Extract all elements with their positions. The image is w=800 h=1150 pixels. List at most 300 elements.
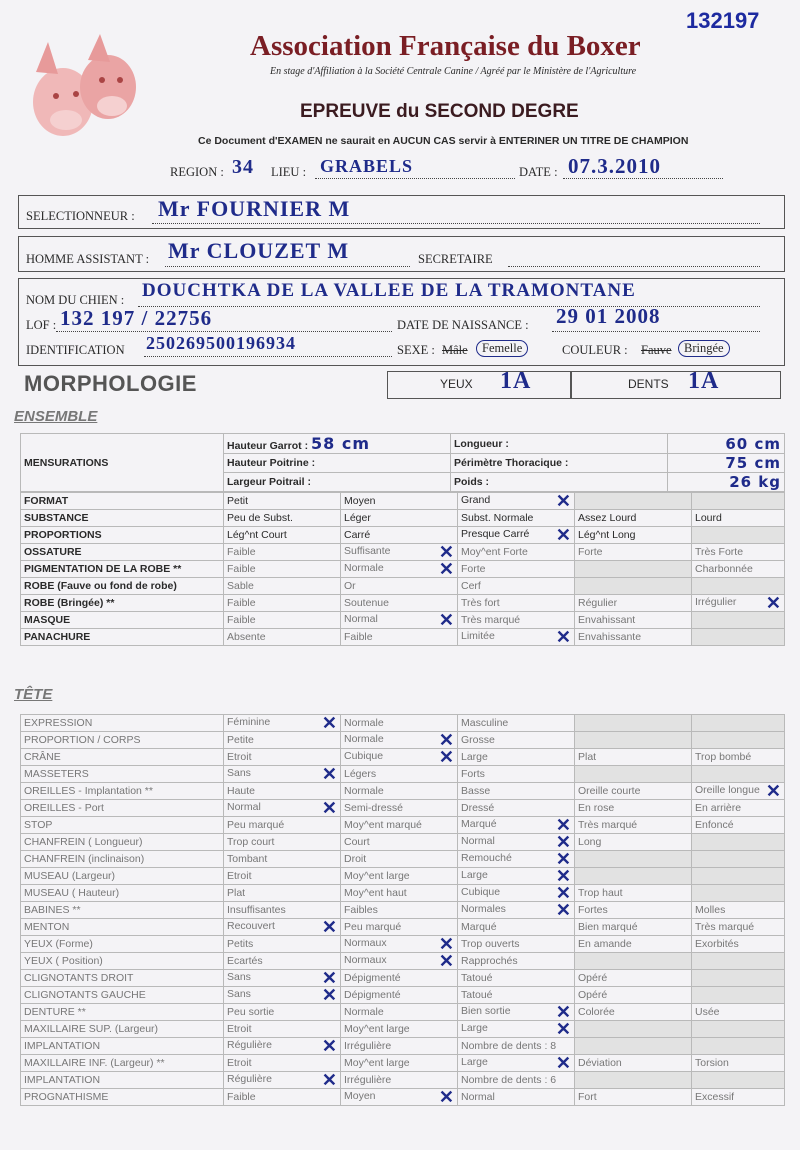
ensemble-option-cell[interactable] <box>224 510 341 527</box>
tete-option-cell[interactable] <box>341 783 458 800</box>
check-x-mark: ✕ <box>438 560 454 578</box>
tete-option-cell[interactable] <box>341 749 458 766</box>
ensemble-option-cell <box>575 561 692 578</box>
ensemble-row-robe-bringee <box>21 595 785 612</box>
ensemble-option-text: Faible <box>227 546 256 558</box>
tete-option-cell[interactable] <box>341 919 458 936</box>
tete-option-text: Normaux <box>344 937 387 949</box>
largeur-poitrail-cell[interactable] <box>224 473 451 492</box>
ensemble-option-cell[interactable] <box>341 629 458 646</box>
tete-option-cell[interactable] <box>575 987 692 1004</box>
tete-option-text: Normale <box>344 717 384 729</box>
tete-option-text: Trop court <box>227 836 275 848</box>
check-x-mark: ✕ <box>555 901 571 919</box>
tete-row-label: IMPLANTATION <box>21 1038 224 1055</box>
ensemble-option-cell[interactable] <box>224 561 341 578</box>
tete-option-cell[interactable] <box>458 1089 575 1106</box>
ensemble-row-label: ROBE (Fauve ou fond de robe) <box>21 578 224 595</box>
hauteur-poitrine-label: Hauteur Poitrine : <box>227 457 316 469</box>
tete-option-cell[interactable] <box>575 800 692 817</box>
ensemble-row-format <box>21 493 785 510</box>
tete-option-text: En arrière <box>695 802 742 814</box>
sexe-male-option[interactable]: Mâle <box>442 343 468 357</box>
tete-option-text: Régulière <box>227 1073 272 1085</box>
tete-option-cell[interactable] <box>692 1055 785 1072</box>
ensemble-option-text: Faible <box>344 631 373 643</box>
ensemble-option-cell[interactable] <box>224 595 341 612</box>
ensemble-option-cell[interactable] <box>575 527 692 544</box>
tete-option-cell[interactable] <box>341 987 458 1004</box>
check-x-mark: ✕ <box>438 935 454 953</box>
ensemble-option-cell[interactable] <box>458 527 575 544</box>
tete-title: TÊTE <box>14 686 53 703</box>
tete-option-cell[interactable] <box>692 800 785 817</box>
tete-option-text: Colorée <box>578 1006 615 1018</box>
tete-row-proportion-corps <box>21 732 785 749</box>
morphologie-title: MORPHOLOGIE <box>24 371 197 396</box>
tete-option-cell[interactable] <box>224 800 341 817</box>
tete-option-cell[interactable] <box>692 1004 785 1021</box>
ensemble-option-cell[interactable] <box>458 595 575 612</box>
ensemble-option-cell[interactable] <box>458 629 575 646</box>
tete-option-cell[interactable] <box>224 868 341 885</box>
tete-option-cell[interactable] <box>458 885 575 902</box>
tete-option-text: Sans <box>227 971 251 983</box>
couleur-fauve-option[interactable]: Fauve <box>641 343 672 357</box>
ensemble-option-text: Envahissant <box>578 614 636 626</box>
tete-option-cell[interactable] <box>224 834 341 851</box>
tete-option-cell <box>575 732 692 749</box>
tete-option-cell[interactable] <box>224 1038 341 1055</box>
tete-option-cell[interactable] <box>458 1055 575 1072</box>
tete-option-cell[interactable] <box>224 936 341 953</box>
ensemble-option-cell[interactable] <box>224 578 341 595</box>
identification-label: IDENTIFICATION <box>26 343 125 357</box>
tete-option-cell[interactable] <box>224 902 341 919</box>
tete-option-text: Sans <box>227 988 251 1000</box>
ensemble-option-text: Faible <box>227 563 256 575</box>
tete-option-cell[interactable] <box>224 885 341 902</box>
tete-option-cell[interactable] <box>575 1004 692 1021</box>
tete-row-chanfrein-longueur <box>21 834 785 851</box>
ensemble-option-cell[interactable] <box>575 510 692 527</box>
tete-option-cell[interactable] <box>341 953 458 970</box>
date-label: DATE : <box>519 165 558 179</box>
dog-name-value[interactable]: DOUCHTKA DE LA VALLEE DE LA TRAMONTANE <box>142 280 636 301</box>
tete-option-text: Cubique <box>344 750 384 762</box>
tete-option-cell[interactable] <box>692 919 785 936</box>
tete-option-cell[interactable] <box>341 868 458 885</box>
yeux-value[interactable]: 1A <box>500 368 532 394</box>
tete-option-cell[interactable] <box>224 1055 341 1072</box>
check-x-mark: ✕ <box>555 526 571 544</box>
assistant-value[interactable]: Mr CLOUZET M <box>168 238 350 263</box>
tete-option-cell[interactable] <box>341 766 458 783</box>
ensemble-option-cell[interactable] <box>224 527 341 544</box>
check-x-mark: ✕ <box>555 833 571 851</box>
perimetre-value: 75 cm <box>725 454 781 472</box>
sexe-female-option[interactable] <box>476 340 528 357</box>
tete-option-cell[interactable] <box>341 834 458 851</box>
tete-option-text: Irrégulière <box>344 1074 392 1086</box>
tete-option-text: Opéré <box>578 972 608 984</box>
tete-option-cell[interactable] <box>341 1038 458 1055</box>
tete-option-text: Tombant <box>227 853 268 865</box>
tete-option-cell[interactable] <box>224 1072 341 1089</box>
yeux-label: YEUX <box>440 377 473 391</box>
tete-option-cell[interactable] <box>575 783 692 800</box>
check-x-mark: ✕ <box>438 731 454 749</box>
tete-row-label: OREILLES - Implantation ** <box>21 783 224 800</box>
ensemble-option-text: Subst. Normale <box>461 512 534 524</box>
longueur-value-cell[interactable] <box>668 434 785 454</box>
tete-option-cell[interactable] <box>224 749 341 766</box>
tete-row-label: MAXILLAIRE INF. (Largeur) ** <box>21 1055 224 1072</box>
tete-option-text: Légers <box>344 768 377 780</box>
ensemble-option-text: Charbonnée <box>695 563 753 575</box>
tete-row-implantation <box>21 1072 785 1089</box>
check-x-mark: ✕ <box>321 714 337 732</box>
ensemble-row-masque <box>21 612 785 629</box>
tete-option-cell[interactable] <box>692 1089 785 1106</box>
org-subtitle: En stage d'Affiliation à la Société Centrale Canine / Agréé par le Ministère de l'Agriculture <box>270 66 637 77</box>
tete-option-text: Peu marqué <box>227 819 285 831</box>
tete-option-text: Normaux <box>344 954 387 966</box>
ensemble-option-cell[interactable] <box>575 629 692 646</box>
tete-option-text: Ecartés <box>227 955 263 967</box>
tete-option-cell[interactable] <box>341 970 458 987</box>
hauteur-poitrine-cell[interactable] <box>224 454 451 473</box>
check-x-mark: ✕ <box>321 1037 337 1055</box>
ensemble-option-text: Moyen <box>344 495 376 507</box>
tete-option-text: Petite <box>227 734 254 746</box>
ensemble-row-robe-fauve-ou-fond-de-robe <box>21 578 785 595</box>
tete-option-text: Normale <box>344 785 384 797</box>
tete-option-cell[interactable] <box>458 732 575 749</box>
birth-value[interactable]: 29 01 2008 <box>556 304 661 328</box>
sexe-female-text: Femelle <box>476 340 528 357</box>
tete-option-cell[interactable] <box>458 715 575 732</box>
poids-cell[interactable] <box>451 473 668 492</box>
tete-option-text: Dépigmenté <box>344 989 401 1001</box>
tete-option-cell[interactable] <box>458 902 575 919</box>
perimetre-label: Périmètre Thoracique : <box>454 457 569 469</box>
tete-option-text: Trop haut <box>578 887 623 899</box>
ensemble-option-cell[interactable] <box>224 544 341 561</box>
tete-option-cell[interactable] <box>692 902 785 919</box>
ensemble-option-text: Lég^nt Long <box>578 529 636 541</box>
check-x-mark: ✕ <box>555 1003 571 1021</box>
ensemble-option-cell[interactable] <box>458 578 575 595</box>
dents-value[interactable]: 1A <box>688 368 720 394</box>
ensemble-option-text: Soutenue <box>344 597 389 609</box>
ensemble-option-cell[interactable] <box>692 544 785 561</box>
ensemble-option-cell[interactable] <box>341 595 458 612</box>
tete-option-text: Plat <box>227 887 246 899</box>
perimetre-cell[interactable] <box>451 454 668 473</box>
tete-option-cell[interactable] <box>341 1021 458 1038</box>
lieu-value[interactable]: GRABELS <box>320 156 414 176</box>
ensemble-option-text: Lourd <box>695 512 722 524</box>
ensemble-option-cell[interactable] <box>458 544 575 561</box>
tete-row-crane <box>21 749 785 766</box>
ensemble-option-cell[interactable] <box>224 629 341 646</box>
tete-row-expression <box>21 715 785 732</box>
tete-option-cell[interactable] <box>575 902 692 919</box>
tete-option-cell[interactable] <box>575 817 692 834</box>
ensemble-option-cell[interactable] <box>341 544 458 561</box>
ensemble-option-cell[interactable] <box>341 578 458 595</box>
ensemble-option-text: Assez Lourd <box>578 512 637 524</box>
ensemble-option-text: Peu de Subst. <box>227 512 293 524</box>
ensemble-option-cell[interactable] <box>575 612 692 629</box>
tete-option-text: Très marqué <box>578 819 638 831</box>
region-label: REGION : <box>170 165 224 179</box>
tete-option-cell[interactable] <box>575 1089 692 1106</box>
tete-option-text: Moyen <box>344 1090 376 1102</box>
ensemble-option-text: Presque Carré <box>461 528 530 540</box>
tete-option-cell[interactable] <box>458 936 575 953</box>
ensemble-option-text: Régulier <box>578 597 618 609</box>
tete-option-cell[interactable] <box>458 987 575 1004</box>
tete-option-cell[interactable] <box>692 817 785 834</box>
tete-option-cell[interactable] <box>224 1089 341 1106</box>
check-x-mark: ✕ <box>765 782 781 800</box>
tete-option-cell <box>575 851 692 868</box>
tete-option-cell[interactable] <box>341 1055 458 1072</box>
tete-option-cell[interactable] <box>458 783 575 800</box>
tete-option-cell[interactable] <box>458 970 575 987</box>
tete-option-text: Trop ouverts <box>461 938 520 950</box>
dents-label: DENTS <box>628 377 669 391</box>
tete-option-text: Large <box>461 1056 488 1068</box>
ensemble-option-cell[interactable] <box>341 612 458 629</box>
tete-option-cell[interactable] <box>341 715 458 732</box>
ensemble-option-cell[interactable] <box>341 493 458 510</box>
tete-option-text: Droit <box>344 853 367 865</box>
tete-option-cell[interactable] <box>575 919 692 936</box>
ensemble-option-text: Faible <box>227 614 256 626</box>
couleur-bringee-text: Bringée <box>678 340 730 357</box>
tete-option-cell[interactable] <box>458 868 575 885</box>
tete-option-text: Normal <box>461 835 495 847</box>
ensemble-title: ENSEMBLE <box>14 408 98 425</box>
tete-option-cell[interactable] <box>458 800 575 817</box>
couleur-label: COULEUR : <box>562 343 628 357</box>
tete-option-cell[interactable] <box>341 885 458 902</box>
tete-option-cell[interactable] <box>341 936 458 953</box>
hauteur-garrot-value: 58 cm <box>311 434 371 453</box>
tete-row-label: IMPLANTATION <box>21 1072 224 1089</box>
date-value[interactable]: 07.3.2010 <box>568 154 661 178</box>
ensemble-option-text: Absente <box>227 631 266 643</box>
tete-option-text: Long <box>578 836 602 848</box>
tete-option-cell[interactable] <box>341 1072 458 1089</box>
hauteur-garrot-cell[interactable] <box>224 434 451 454</box>
ensemble-option-cell[interactable] <box>458 493 575 510</box>
tete-option-cell <box>692 732 785 749</box>
tete-row-babines <box>21 902 785 919</box>
tete-option-text: Fortes <box>578 904 608 916</box>
tete-grid <box>20 714 785 1106</box>
tete-option-cell[interactable] <box>575 970 692 987</box>
tete-option-text: Basse <box>461 785 491 797</box>
check-x-mark: ✕ <box>555 850 571 868</box>
check-x-mark: ✕ <box>321 918 337 936</box>
tete-option-text: Large <box>461 869 488 881</box>
tete-option-cell[interactable] <box>224 953 341 970</box>
tete-option-cell[interactable] <box>458 817 575 834</box>
tete-option-cell[interactable] <box>575 1055 692 1072</box>
tete-row-label: STOP <box>21 817 224 834</box>
tete-option-text: Normal <box>227 801 261 813</box>
ensemble-option-cell[interactable] <box>224 493 341 510</box>
tete-option-text: Moy^ent large <box>344 1057 410 1069</box>
tete-option-cell[interactable] <box>458 834 575 851</box>
tete-option-text: Normal <box>461 1091 495 1103</box>
tete-option-text: Etroit <box>227 870 252 882</box>
tete-option-cell[interactable] <box>458 1038 575 1055</box>
tete-option-cell[interactable] <box>224 732 341 749</box>
tete-option-cell <box>575 953 692 970</box>
tete-row-label: CLIGNOTANTS GAUCHE <box>21 987 224 1004</box>
tete-option-cell[interactable] <box>224 715 341 732</box>
ensemble-option-text: Cerf <box>461 580 481 592</box>
tete-option-text: Opéré <box>578 989 608 1001</box>
tete-option-text: Moy^ent haut <box>344 887 407 899</box>
tete-option-text: Normales <box>461 903 506 915</box>
longueur-cell[interactable] <box>451 434 668 454</box>
secretaire-label: SECRETAIRE <box>418 252 493 266</box>
ensemble-option-cell[interactable] <box>692 595 785 612</box>
tete-option-text: Etroit <box>227 1057 252 1069</box>
ensemble-option-text: Suffisante <box>344 545 391 557</box>
tete-option-text: Dépigmenté <box>344 972 401 984</box>
tete-option-text: Bien marqué <box>578 921 638 933</box>
tete-option-cell[interactable] <box>224 817 341 834</box>
tete-option-cell[interactable] <box>224 970 341 987</box>
ensemble-option-cell <box>575 493 692 510</box>
ensemble-option-cell <box>575 578 692 595</box>
ensemble-row-label: PIGMENTATION DE LA ROBE ** <box>21 561 224 578</box>
lof-value[interactable]: 132 197 / 22756 <box>60 306 213 330</box>
check-x-mark: ✕ <box>555 1054 571 1072</box>
ensemble-row-ossature <box>21 544 785 561</box>
tete-option-cell[interactable] <box>458 851 575 868</box>
tete-option-cell[interactable] <box>458 1072 575 1089</box>
selectionneur-value[interactable]: Mr FOURNIER M <box>158 196 351 221</box>
ensemble-option-cell[interactable] <box>692 510 785 527</box>
tete-option-cell[interactable] <box>341 851 458 868</box>
ensemble-option-cell[interactable] <box>692 561 785 578</box>
ensemble-option-text: Forte <box>461 563 486 575</box>
tete-option-cell[interactable] <box>458 766 575 783</box>
tete-option-cell[interactable] <box>575 749 692 766</box>
poids-value-cell[interactable] <box>668 473 785 492</box>
tete-option-cell[interactable] <box>458 1004 575 1021</box>
tete-option-cell[interactable] <box>692 783 785 800</box>
tete-option-cell[interactable] <box>341 1089 458 1106</box>
ensemble-option-cell[interactable] <box>458 612 575 629</box>
perimetre-value-cell[interactable] <box>668 454 785 473</box>
ensemble-option-cell[interactable] <box>341 527 458 544</box>
tete-option-text: Oreille longue <box>695 784 760 796</box>
tete-option-cell[interactable] <box>224 987 341 1004</box>
tete-option-cell <box>692 970 785 987</box>
tete-option-cell[interactable] <box>341 817 458 834</box>
tete-option-text: Faibles <box>344 904 378 916</box>
ensemble-option-text: Léger <box>344 512 371 524</box>
tete-option-cell <box>575 1021 692 1038</box>
tete-option-cell[interactable] <box>458 919 575 936</box>
tete-option-cell[interactable] <box>458 749 575 766</box>
tete-row-yeux-forme <box>21 936 785 953</box>
tete-option-cell[interactable] <box>224 1021 341 1038</box>
ensemble-option-text: Très fort <box>461 597 500 609</box>
tete-option-text: Normale <box>344 1006 384 1018</box>
tete-row-label: EXPRESSION <box>21 715 224 732</box>
tete-option-cell[interactable] <box>341 732 458 749</box>
tete-option-cell[interactable] <box>575 834 692 851</box>
tete-option-cell[interactable] <box>692 749 785 766</box>
tete-option-text: Dressé <box>461 802 495 814</box>
tete-option-text: Sans <box>227 767 251 779</box>
tete-option-cell[interactable] <box>575 885 692 902</box>
tete-option-cell[interactable] <box>341 800 458 817</box>
tete-option-cell[interactable] <box>575 936 692 953</box>
couleur-bringee-option[interactable] <box>678 340 730 357</box>
tete-option-text: Usée <box>695 1006 720 1018</box>
tete-option-cell[interactable] <box>458 953 575 970</box>
tete-option-cell[interactable] <box>224 783 341 800</box>
tete-option-cell[interactable] <box>692 936 785 953</box>
ensemble-option-cell[interactable] <box>575 595 692 612</box>
hauteur-garrot-label: Hauteur Garrot : <box>227 440 309 452</box>
tete-option-cell[interactable] <box>224 1004 341 1021</box>
ensemble-option-cell[interactable] <box>575 544 692 561</box>
tete-row-stop <box>21 817 785 834</box>
tete-option-cell[interactable] <box>341 1004 458 1021</box>
check-x-mark: ✕ <box>438 543 454 561</box>
tete-row-label: DENTURE ** <box>21 1004 224 1021</box>
ensemble-option-cell[interactable] <box>458 561 575 578</box>
tete-row-label: YEUX (Forme) <box>21 936 224 953</box>
identification-value[interactable]: 250269500196934 <box>146 333 296 353</box>
tete-row-label: YEUX ( Position) <box>21 953 224 970</box>
lof-label: LOF : <box>26 318 57 332</box>
tete-option-text: Petits <box>227 938 254 950</box>
check-x-mark: ✕ <box>438 1088 454 1106</box>
ensemble-option-text: Sable <box>227 580 254 592</box>
region-value[interactable]: 34 <box>232 156 254 178</box>
tete-option-text: Très marqué <box>695 921 755 933</box>
tete-option-cell[interactable] <box>224 766 341 783</box>
ensemble-option-text: Normale <box>344 562 384 574</box>
ensemble-option-cell[interactable] <box>458 510 575 527</box>
ensemble-option-cell[interactable] <box>341 510 458 527</box>
tete-option-text: Enfoncé <box>695 819 734 831</box>
tete-option-text: Molles <box>695 904 726 916</box>
tete-option-cell[interactable] <box>224 919 341 936</box>
tete-option-cell <box>692 1072 785 1089</box>
tete-option-cell[interactable] <box>458 1021 575 1038</box>
tete-option-cell[interactable] <box>341 902 458 919</box>
selectionneur-label: SELECTIONNEUR : <box>26 209 135 223</box>
ensemble-option-text: Envahissante <box>578 631 642 643</box>
ensemble-option-cell[interactable] <box>341 561 458 578</box>
tete-option-cell[interactable] <box>224 851 341 868</box>
ensemble-option-cell[interactable] <box>224 612 341 629</box>
